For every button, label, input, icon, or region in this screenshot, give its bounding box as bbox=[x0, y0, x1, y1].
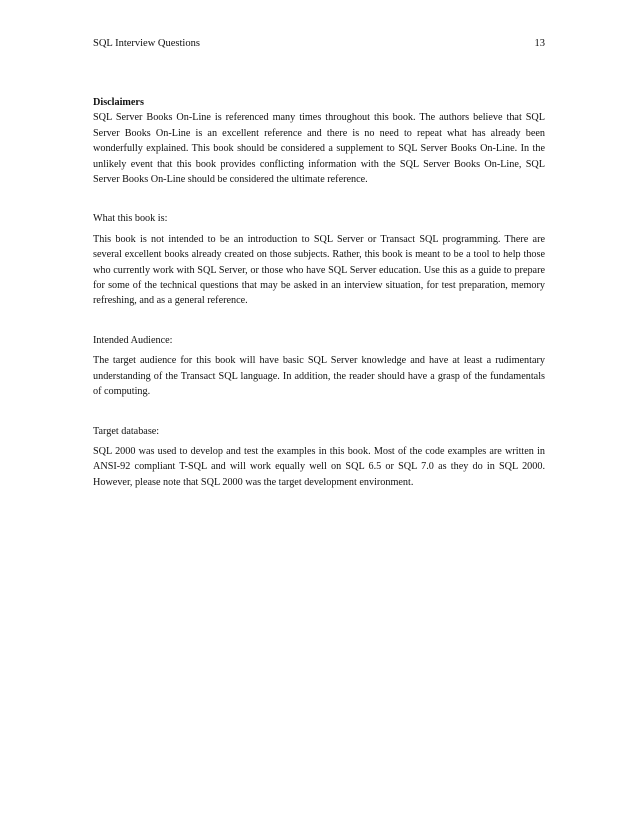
section-heading: Disclaimers bbox=[93, 97, 144, 108]
section-disclaimers bbox=[93, 95, 545, 187]
section-heading: Intended Audience: bbox=[93, 334, 173, 346]
section-target-database bbox=[93, 424, 545, 491]
section-heading: Target database: bbox=[93, 425, 160, 437]
section-heading: What this book is: bbox=[93, 213, 168, 225]
section-paragraph: SQL Server Books On-Line is referenced many times throughout this book. The authors believe that SQL Server Books On-Line is an excellent reference and there is no need to repeat what has already been wonderfully explained. This book should be considered a supplement to SQL Server Books On-Line. In the unlikely event that this book provides conflicting information with the SQL Server Books On-Line, SQL Server Books On-Line should be considered the ultimate reference. bbox=[93, 112, 545, 186]
section-what-this-book-is bbox=[93, 211, 545, 308]
running-title: SQL Interview Questions bbox=[93, 38, 200, 49]
section-intended-audience bbox=[93, 333, 545, 400]
page-content bbox=[93, 95, 545, 514]
page-number: 13 bbox=[534, 38, 545, 49]
section-paragraph: SQL 2000 was used to develop and test the examples in this book. Most of the code examples are written in ANSI-92 compliant T-SQL and will work equally well on SQL 6.5 or SQL 7.0 as they do in SQL 2000. However, please note that SQL 2000 was the target development environment. bbox=[93, 445, 545, 488]
section-paragraph: This book is not intended to be an introduction to SQL Server or Transact SQL programming. There are several excellent books already created on those subjects. Rather, this book is meant to be a tool to help those who currently work with SQL Server, or those who have SQL Server education. Use this as a guide to prepare for some of the technical questions that may be asked in an interview situation, for test preparation, memory refreshing, and as a general reference. bbox=[93, 233, 545, 307]
section-paragraph: The target audience for this book will have basic SQL Server knowledge and have at least a rudimentary understanding of the Transact SQL language. In addition, the reader should have a grasp of the fundamentals of computing. bbox=[93, 355, 545, 398]
